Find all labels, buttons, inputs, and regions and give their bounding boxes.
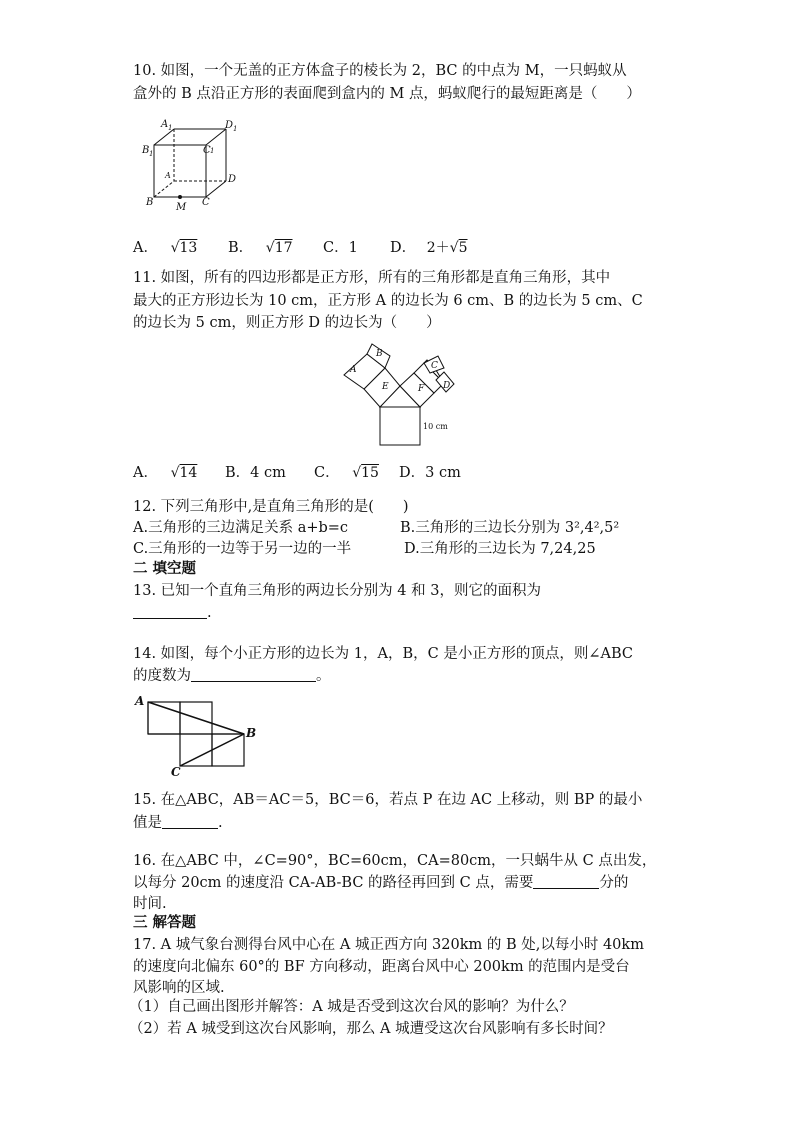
q16-line3: 时间. [133,896,167,912]
cube-figure [140,115,250,215]
label-d1-sub: 1 [233,125,238,133]
label-c1-sub: 1 [210,147,215,155]
q14-answer-blank[interactable] [191,667,316,682]
q13-line1: 13. 已知一个直角三角形的两边长分别为 4 和 3，则它的面积为 [133,583,541,599]
q17-line3: 风影响的区域. [133,980,225,996]
q10-b-radicand: 17 [274,240,293,256]
label-b1: B [142,145,150,156]
label-d: D [228,174,237,185]
q11-a-radicand: 14 [179,465,198,481]
q10-option-d[interactable]: D． 2＋√5 [390,240,468,256]
q13-answer-line: . [133,603,212,623]
q15-answer-blank[interactable] [162,814,218,829]
label-point-c: C [171,765,181,779]
label-point-b: B [246,726,257,740]
q16-line2: 以每分 20cm 的速度沿 CA-AB-BC 的路径再回到 C 点，需要 分的 [133,875,629,891]
section-answer-title: 三 解答题 [133,914,197,931]
label-m: M [176,202,187,213]
q12-option-d[interactable]: D.三角形的三边长为 7,24,25 [404,541,596,557]
q10-option-c[interactable]: C．1 [323,240,358,256]
q10-line2: 盒外的 B 点沿正方形的表面爬到盒内的 M 点，蚂蚁爬行的最短距离是（ ） [133,86,641,102]
label-a1: A [161,119,169,130]
q11-line1: 11. 如图，所有的四边形都是正方形，所有的三角形都是直角三角形，其中 [133,270,611,286]
q12-option-b[interactable]: B.三角形的三边长分别为 3²,4²,5² [400,520,620,536]
label-d1: D [225,120,234,131]
q10-line1: 10. 如图，一个无盖的正方体盒子的棱长为 2，BC 的中点为 M，一只蚂蚁从 [133,63,627,79]
q15-line2: 值是 . [133,815,223,831]
q16-line1: 16. 在△ABC 中，∠C=90°，BC=60cm，CA=80cm，一只蜗牛从 C 点出发， [133,853,657,869]
q11-c-radicand: 15 [361,465,379,481]
q10-d-radicand: 5 [458,240,468,256]
label-square-e: E [382,382,389,392]
label-square-b: B [376,349,383,359]
q11-option-a[interactable]: A． √14 [133,465,198,481]
pythagoras-tree-figure [330,338,470,448]
label-square-d: D [443,381,451,391]
q13-answer-blank[interactable] [133,604,207,619]
q17-line1: 17. A 城气象台测得台风中心在 A 城正西方向 320km 的 B 处,以每小时 40km [133,937,644,953]
q17-sub2: （2）若 A 城受到这次台风影响，那么 A 城遭受这次台风影响有多长时间？ [129,1021,613,1037]
label-point-a: A [135,694,145,708]
label-square-f: F [418,384,425,394]
section-fill-in-title: 二 填空题 [133,560,197,577]
q17-line2: 的速度向北偏东 60°的 BF 方向移动，距离台风中心 200km 的范围内是受台 [133,959,630,975]
q11-line2: 最大的正方形边长为 10 cm，正方形 A 的边长为 6 cm、B 的边长为 5 cm、C [133,293,643,309]
q10-option-b[interactable]: B． √17 [228,240,293,256]
q11-option-b[interactable]: B．4 cm [225,465,286,481]
label-square-a: A [350,365,357,375]
label-c: C [202,197,210,208]
label-b1-sub: 1 [149,150,154,158]
q14-line2: 的度数为 。 [133,668,331,684]
label-c1: C [203,145,211,156]
point-m [178,195,182,199]
label-size: 10 cm [423,422,448,431]
label-b: B [146,197,154,208]
q16-answer-blank[interactable] [533,874,599,889]
label-a: A [165,171,171,180]
q17-sub1: （1）自己画出图形并解答：A 城是否受到这次台风的影响？为什么？ [129,999,574,1015]
q10-a-radicand: 13 [179,240,198,256]
q14-line1: 14. 如图，每个小正方形的边长为 1，A，B，C 是小正方形的顶点，则∠ABC [133,646,633,662]
label-square-c: C [431,361,438,371]
q12-option-c[interactable]: C.三角形的一边等于另一边的一半 [133,541,352,557]
q12-line1: 12. 下列三角形中,是直角三角形的是( ) [133,499,409,515]
q10-options [133,238,473,260]
q11-options [133,463,473,485]
q10-option-a[interactable]: A． √13 [133,240,198,256]
q11-option-d[interactable]: D．3 cm [399,465,461,481]
q12-option-a[interactable]: A.三角形的三边满足关系 a+b=c [133,520,349,536]
q11-option-c[interactable]: C． √15 [314,465,379,481]
q11-line3: 的边长为 5 cm，则正方形 D 的边长为（ ） [133,315,441,331]
grid-angle-figure [133,692,263,782]
label-a1-sub: 1 [168,124,173,132]
q15-line1: 15. 在△ABC，AB＝AC＝5，BC＝6，若点 P 在边 AC 上移动，则 BP 的最小 [133,792,643,808]
